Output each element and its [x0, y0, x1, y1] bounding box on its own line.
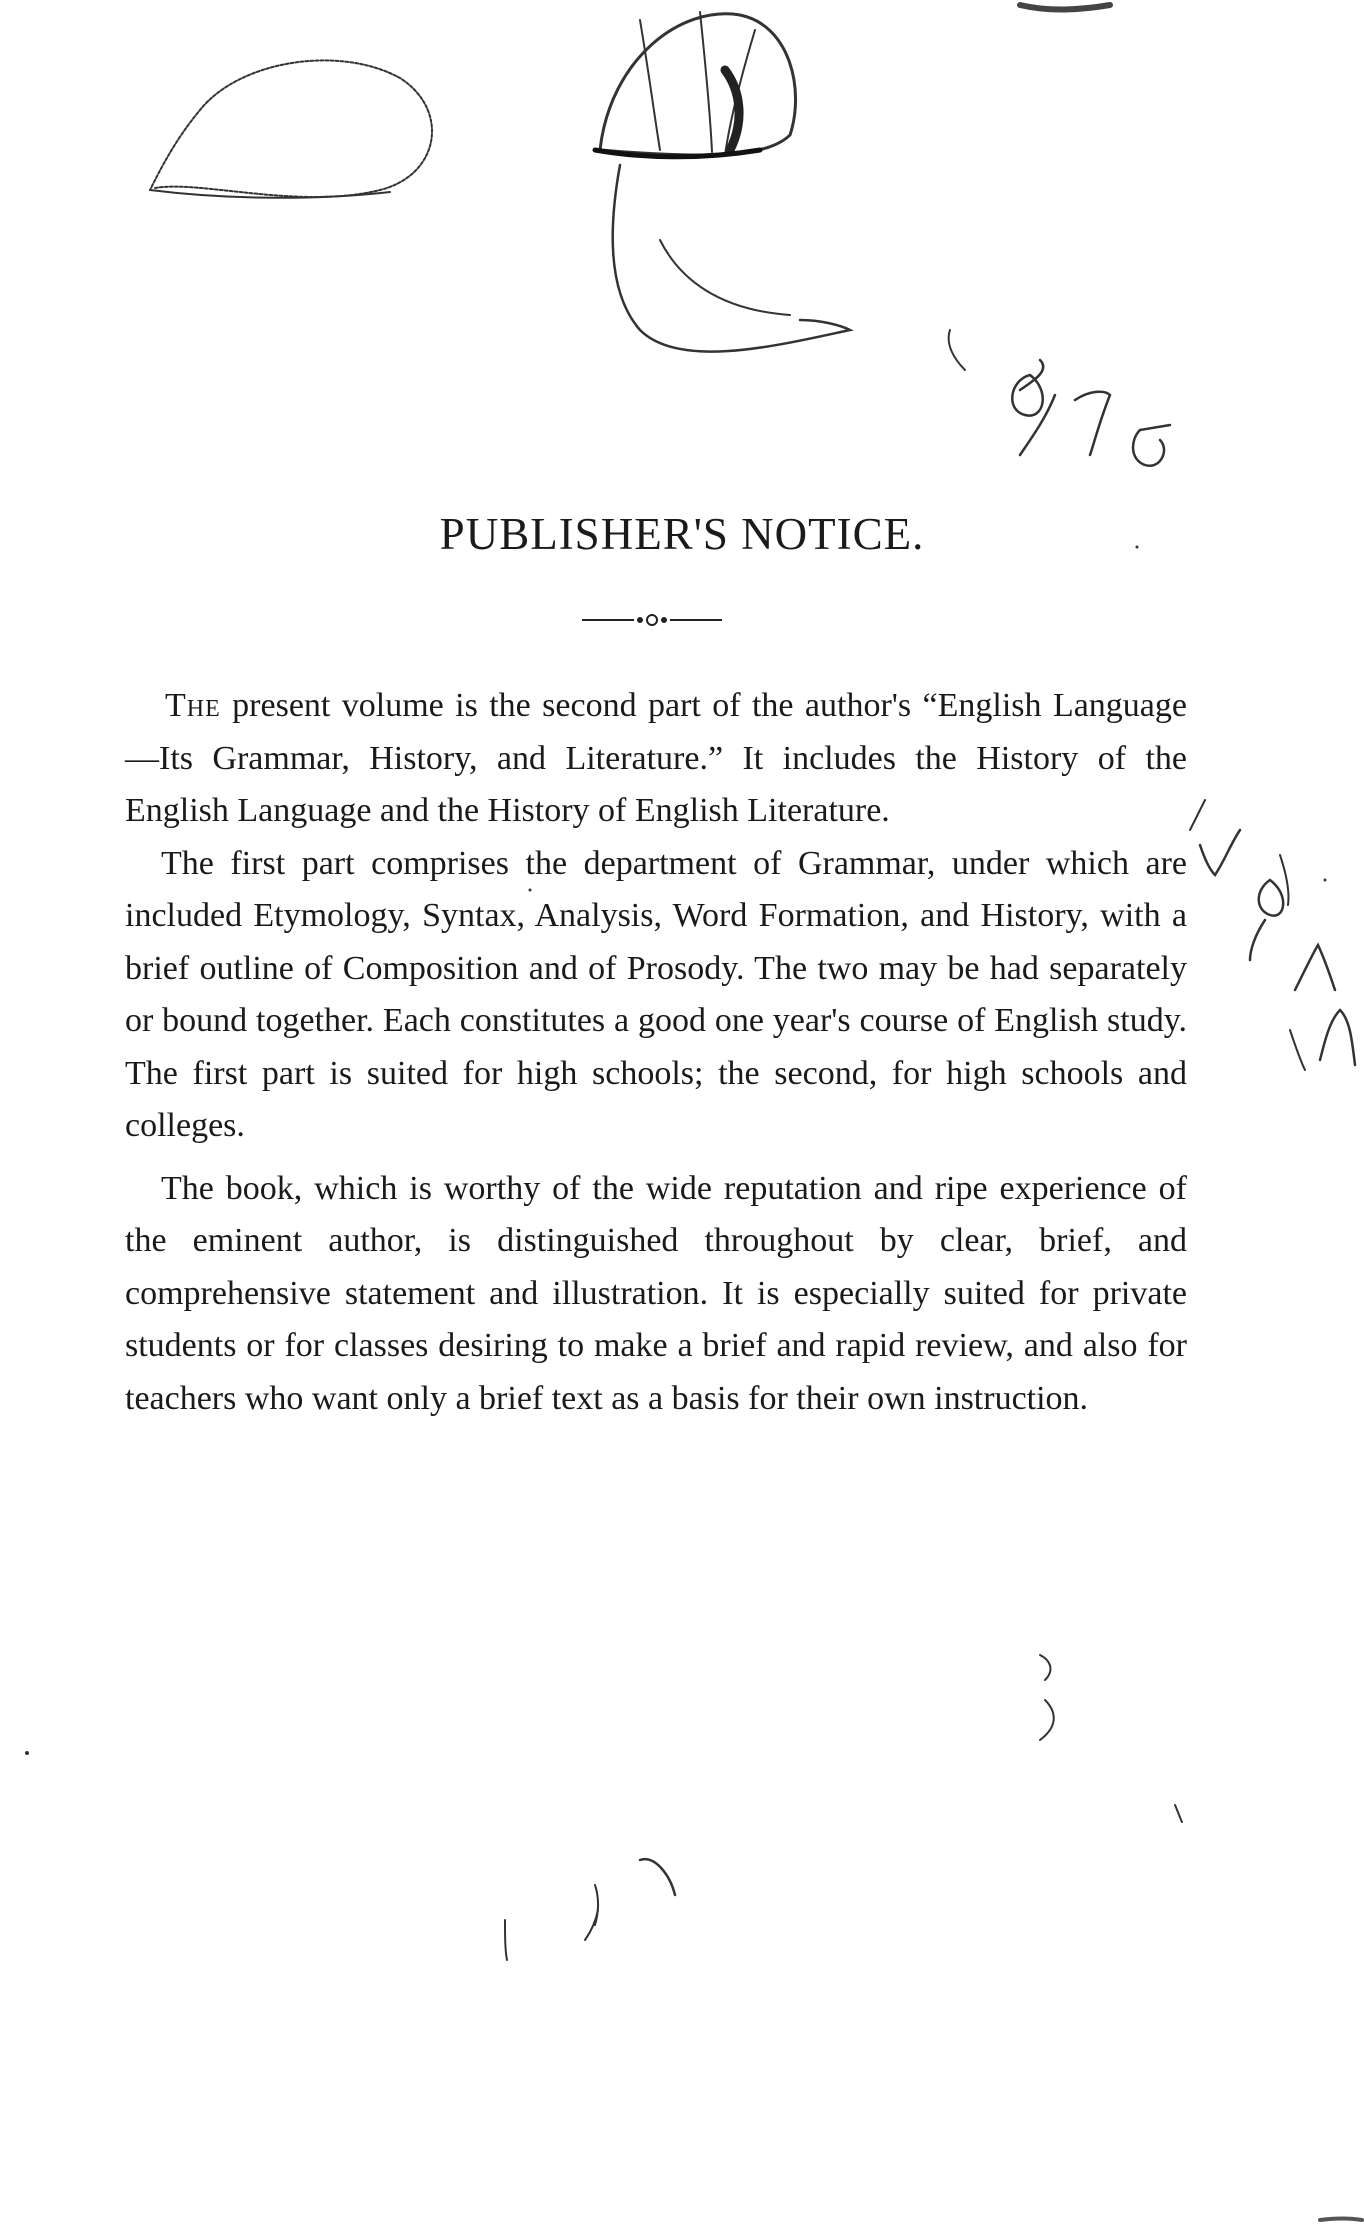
paragraph-1-text: present volume is the second part of the author's “English Language—Its Grammar, History, and Literature.” It includes the History of the English Language and the History of English Literature. — [125, 687, 1187, 829]
margin-n — [1320, 1010, 1355, 1065]
margin-stroke-2 — [1290, 1030, 1305, 1070]
margin-stroke-1 — [1280, 855, 1288, 905]
margin-eight — [1250, 880, 1283, 960]
stray-mark-2 — [1040, 1700, 1054, 1740]
handwriting-mark-1 — [949, 330, 965, 370]
page-title: PUBLISHER'S NOTICE. — [439, 509, 925, 559]
margin-slash-1 — [1190, 800, 1205, 830]
notice-body — [125, 680, 1187, 1425]
doodle-cap-lines — [640, 12, 755, 155]
paragraph-1 — [125, 680, 1187, 838]
handwriting-five — [1133, 425, 1170, 466]
corner-smudge-top — [1020, 5, 1110, 10]
stray-mark-4 — [595, 1885, 598, 1925]
doodle-hook-inner — [660, 240, 790, 315]
stray-mark-6 — [585, 1910, 598, 1940]
doodle-cap-brim — [595, 150, 760, 157]
paragraph-1-lead: The — [165, 687, 221, 724]
stray-dot-4 — [1324, 879, 1327, 882]
doodle-cap-dome — [600, 14, 796, 155]
doodle-cap-shade — [725, 70, 739, 150]
paragraph-2: The first part comprises the department of Grammar, under which are included Etymology, Syntax, Analysis, Word Formation, and History, with a brief outline of Composition and of Prosody. The two may be had separately or bound together. Each constitutes a good one year's course of English study. The first part is suited for high schools; the second, for high schools and colleges. — [125, 844, 1187, 1144]
stray-mark-1 — [1040, 1655, 1050, 1680]
stray-mark-3 — [1175, 1805, 1182, 1822]
stray-mark-5 — [505, 1920, 507, 1960]
handwriting-seven — [1075, 392, 1110, 455]
handwriting-eight — [1012, 360, 1043, 416]
stray-hook-1 — [640, 1859, 675, 1895]
paragraph-3: The book, which is worthy of the wide reputation and ripe experience of the eminent author, is distinguished throughout by clear, brief, and comprehensive statement and illustration. It is especially suited for private students or for classes desiring to make a brief and rapid review, and also for teachers who want only a brief text as a basis for their own instruction. — [125, 1169, 1187, 1417]
doodle-underline-left — [150, 190, 390, 198]
doodle-loop-left — [150, 60, 432, 197]
corner-smudge-bottom — [1320, 2219, 1362, 2221]
handwriting-slash — [1020, 395, 1055, 455]
margin-check — [1200, 830, 1240, 875]
title-ornament — [582, 610, 722, 630]
doodle-hook — [613, 165, 850, 352]
margin-hat — [1295, 945, 1335, 990]
stray-dot-1 — [25, 1751, 29, 1755]
